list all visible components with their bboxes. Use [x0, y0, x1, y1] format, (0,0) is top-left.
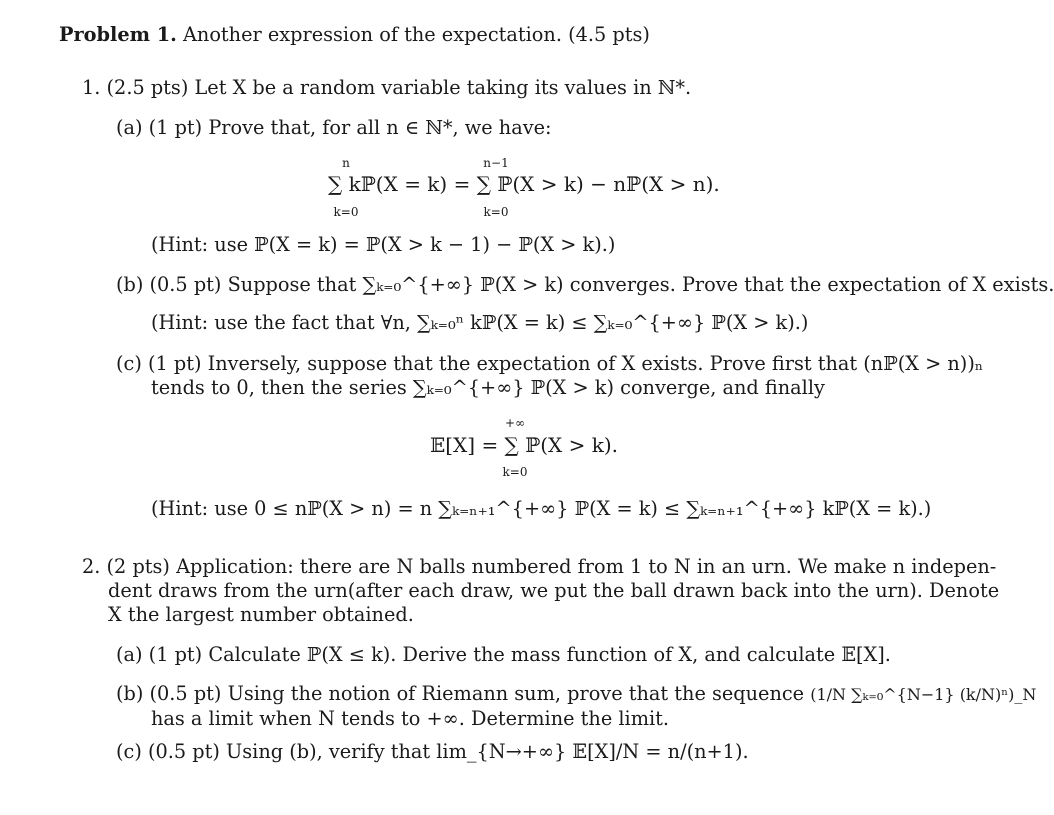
q1a-text: (a) (1 pt) Prove that, for all n ∈ ℕ*, we have: — [116, 116, 552, 139]
problem-number: Problem 1. — [59, 23, 177, 46]
problem-title: Another expression of the expectation. (4.5 pts) — [182, 23, 650, 46]
sum1-lower-limit: k=0 — [333, 205, 359, 219]
q2a-text: (a) (1 pt) Calculate ℙ(X ≤ k). Derive the mass function of X, and calculate 𝔼[X]. — [116, 643, 891, 666]
q2-line2: dent draws from the urn(after each draw, we put the ball drawn back into the urn). Denote — [108, 579, 1000, 602]
q2b-line1-text: (b) (0.5 pt) Using the notion of Riemann sum, prove that the sequence — [116, 682, 805, 705]
sum1-upper-limit: n — [342, 156, 350, 170]
q1c-equation-main: 𝔼[X] = ∑ ℙ(X > k). — [430, 433, 619, 457]
sum2-lower-limit: k=0 — [483, 205, 509, 219]
q1c-line2: tends to 0, then the series ∑ₖ₌₀^{+∞} ℙ(X > k) converge, and finally — [151, 376, 825, 399]
q2b-line1 — [116, 682, 1036, 707]
q1c-hint: (Hint: use 0 ≤ nℙ(X > n) = n ∑ₖ₌ₙ₊₁^{+∞} ℙ(X = k) ≤ ∑ₖ₌ₙ₊₁^{+∞} kℙ(X = k).) — [151, 497, 932, 520]
q2c-text: (c) (0.5 pt) Using (b), verify that lim_{N→+∞} 𝔼[X]/N = n/(n+1). — [116, 740, 749, 763]
q2-line3: X the largest number obtained. — [108, 603, 414, 626]
q1-intro: 1. (2.5 pts) Let X be a random variable taking its values in ℕ*. — [82, 76, 692, 99]
q2b-line2: has a limit when N tends to +∞. Determine the limit. — [151, 707, 670, 730]
sum2-upper-limit: n−1 — [483, 156, 509, 170]
sum-upper-limit: +∞ — [504, 416, 526, 430]
q1a-equation-main: ∑ kℙ(X = k) = ∑ ℙ(X > k) − nℙ(X > n). — [328, 172, 720, 196]
q2-line1: 2. (2 pts) Application: there are N balls numbered from 1 to N in an urn. We make n indepen- — [82, 555, 997, 578]
riemann-sequence: (1/N ∑ₖ₌₀^{N−1} (k/N)ⁿ)_N — [810, 685, 1037, 704]
q1c-line1: (c) (1 pt) Inversely, suppose that the expectation of X exists. Prove first that (nℙ(X > n))ₙ — [116, 352, 984, 375]
q1b-text: (b) (0.5 pt) Suppose that ∑ₖ₌₀^{+∞} ℙ(X > k) converges. Prove that the expectation of X exists. — [116, 273, 1054, 296]
sum-lower-limit: k=0 — [502, 465, 528, 479]
problem-header — [59, 23, 650, 47]
q1a-hint: (Hint: use ℙ(X = k) = ℙ(X > k − 1) − ℙ(X > k).) — [151, 233, 616, 256]
q1b-hint: (Hint: use the fact that ∀n, ∑ₖ₌₀ⁿ kℙ(X = k) ≤ ∑ₖ₌₀^{+∞} ℙ(X > k).) — [151, 311, 809, 334]
